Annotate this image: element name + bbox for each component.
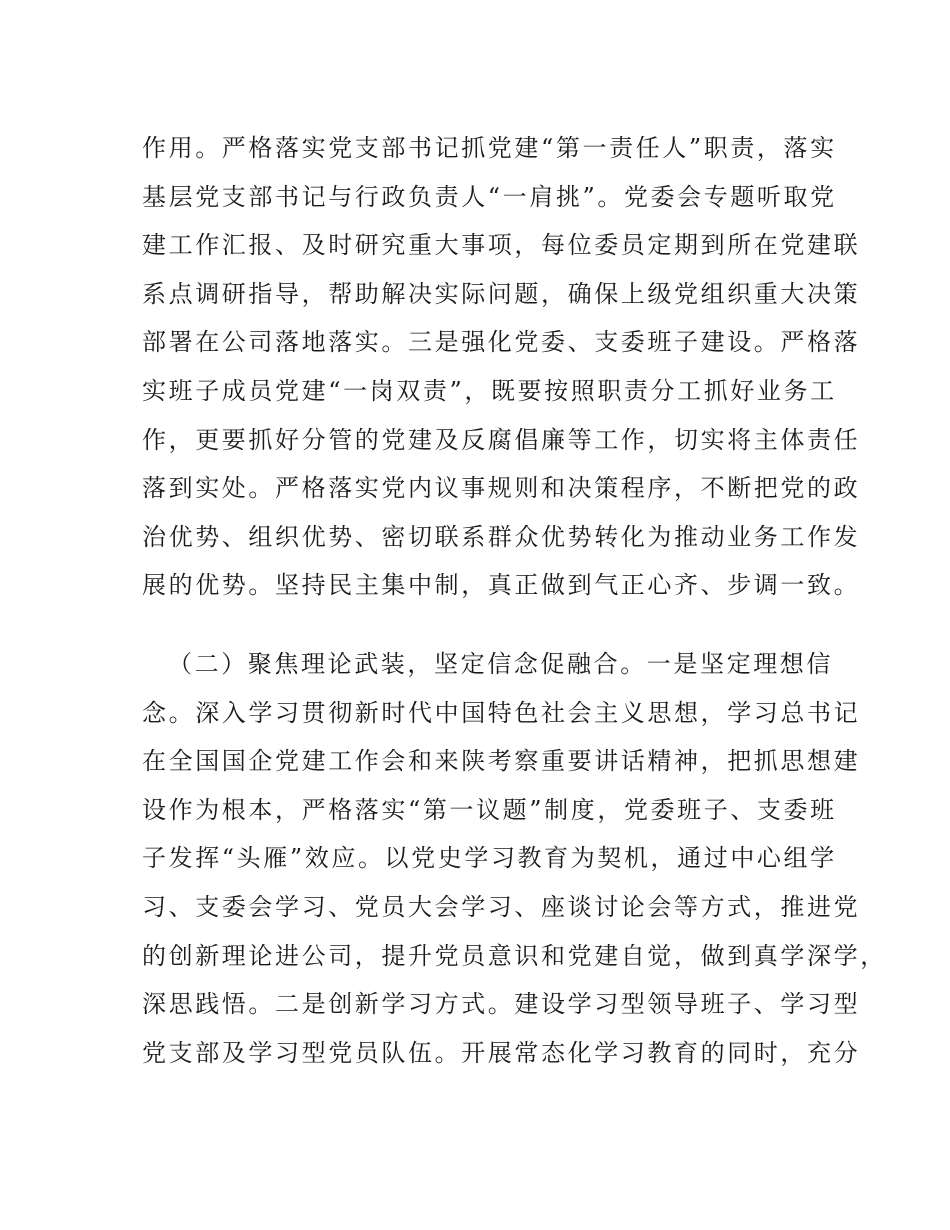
- text-line: 治优势、组织优势、密切联系群众优势转化为推动业务工作发: [142, 522, 861, 551]
- text-line: 设作为根本，严格落实“第一议题”制度，党委班子、支委班: [142, 795, 837, 824]
- text-line: 作，更要抓好分管的党建及反腐倡廉等工作，切实将主体责任: [142, 425, 861, 454]
- paragraph-theory-study: [142, 640, 887, 1077]
- text-line: 党支部及学习型党员队伍。开展常态化学习教育的同时，充分: [142, 1038, 861, 1067]
- text-line: 作用。严格落实党支部书记抓党建“第一责任人”职责，落实: [142, 134, 837, 162]
- text-line: 展的优势。坚持民主集中制，真正做到气正心齐、步调一致。: [142, 571, 861, 600]
- text-line: 在全国国企党建工作会和来陕考察重要讲话精神，把抓思想建: [142, 747, 861, 776]
- section-heading-line: （二）聚焦理论武装，坚定信念促融合。一是坚定理想信: [168, 650, 833, 678]
- text-line: 子发挥“头雁”效应。以党史学习教育为契机，通过中心组学: [142, 844, 837, 873]
- text-line: 系点调研指导，帮助解决实际问题，确保上级党组织重大决策: [142, 279, 861, 308]
- text-line: 习、支委会学习、党员大会学习、座谈讨论会等方式，推进党: [142, 892, 861, 921]
- text-line: 念。深入学习贯彻新时代中国特色社会主义思想，学习总书记: [142, 698, 861, 727]
- text-line: 落到实处。严格落实党内议事规则和决策程序，不断把党的政: [142, 474, 861, 503]
- text-line: 实班子成员党建“一岗双责”，既要按照职责分工抓好业务工: [142, 376, 837, 405]
- text-line: 部署在公司落地落实。三是强化党委、支委班子建设。严格落: [142, 328, 861, 357]
- text-line: 深思践悟。二是创新学习方式。建设学习型领导班子、学习型: [142, 990, 861, 1019]
- text-line: 基层党支部书记与行政负责人“一肩挑”。党委会专题听取党: [142, 182, 837, 211]
- text-line: 建工作汇报、及时研究重大事项，每位委员定期到所在党建联: [142, 231, 861, 260]
- text-line: 的创新理论进公司，提升党员意识和党建自觉，做到真学深学，: [142, 941, 887, 970]
- paragraph-party-building-responsibility: [142, 124, 861, 610]
